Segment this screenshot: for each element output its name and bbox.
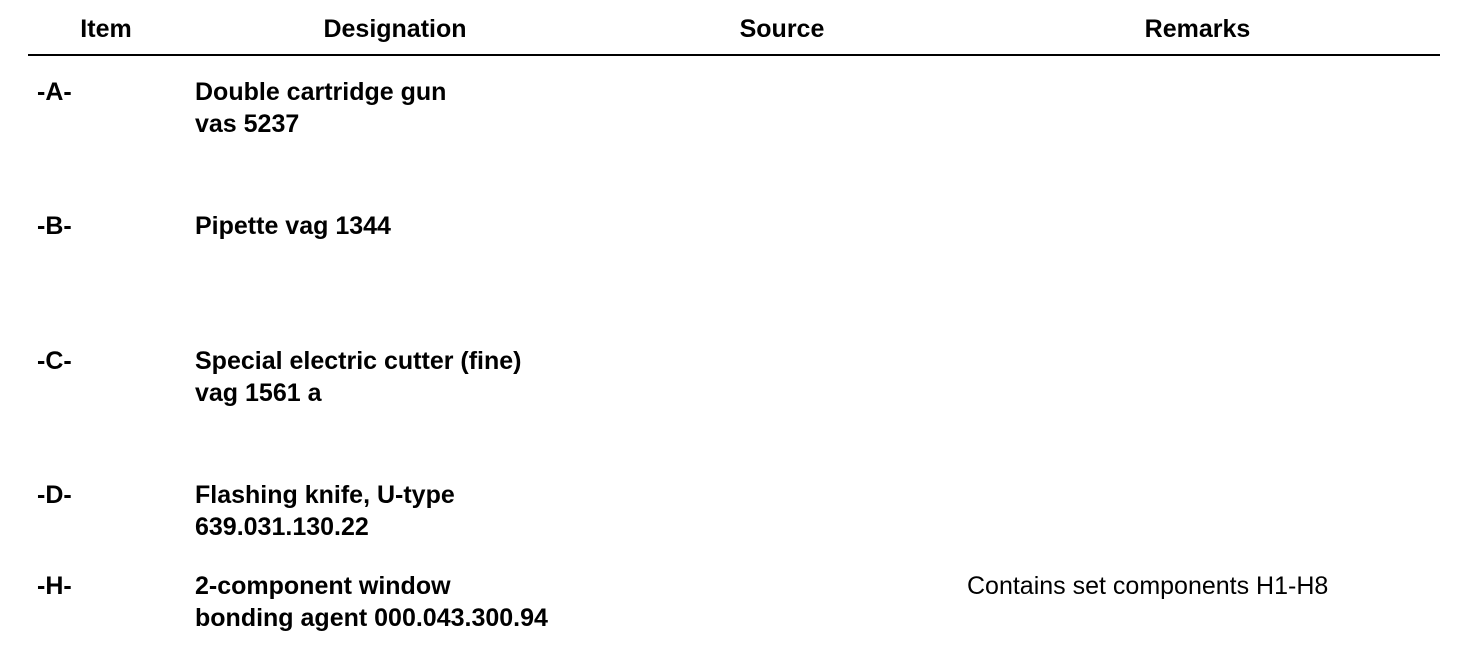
item-label: -B- [37,212,72,240]
header-divider [28,54,1440,56]
column-header-source: Source [739,15,825,43]
item-label: -C- [37,347,72,375]
designation-line: Pipette vag 1344 [195,212,391,240]
designation-cell [195,479,455,543]
designation-line: vag 1561 a [195,379,322,407]
item-label: -A- [37,78,72,106]
designation-cell [195,76,446,140]
designation-line: Double cartridge gun [195,78,447,106]
item-label: -H- [37,572,72,600]
designation-line: vas 5237 [195,110,300,138]
designation-line: Special electric cutter (fine) [195,347,522,375]
designation-line: Flashing knife, U-type [195,481,455,509]
designation-line: 2-component window [195,572,451,600]
column-header-item: Item [80,15,132,43]
designation-cell [195,210,391,242]
column-header-designation: Designation [323,15,467,43]
designation-cell [195,345,522,409]
remarks-cell: Contains set components H1-H8 [967,572,1329,600]
table-header [0,12,1472,46]
column-header-remarks: Remarks [1144,15,1251,43]
designation-cell [195,570,548,634]
item-label: -D- [37,481,72,509]
designation-line: bonding agent 000.043.300.94 [195,604,548,632]
designation-line: 639.031.130.22 [195,513,369,541]
